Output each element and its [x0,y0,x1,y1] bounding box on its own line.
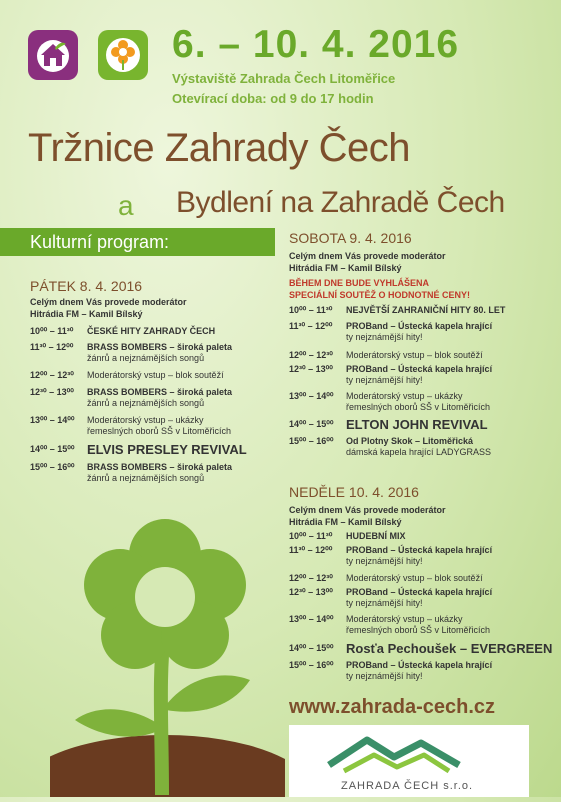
time: 12³⁰ – 13⁰⁰ [289,364,333,374]
event-dates: 6. – 10. 4. 2016 [172,23,460,66]
time: 14⁰⁰ – 15⁰⁰ [289,643,334,653]
act: PROBand – Ústecká kapela hrající [346,587,493,597]
opening-hours: Otevírací doba: od 9 do 17 hodin [172,91,374,106]
act: Moderátorský vstup – blok soutěží [87,370,224,380]
act: Moderátorský vstup – ukázky [346,614,463,624]
act: BRASS BOMBERS – široká paleta [87,462,233,472]
friday-heading: PÁTEK 8. 4. 2016 [30,278,143,294]
list-item [289,614,490,636]
sunday-intro1: Celým dnem Vás provede moderátor [289,505,446,515]
saturday-heading: SOBOTA 9. 4. 2016 [289,230,412,246]
list-item [289,305,505,316]
act: NEJVĚTŠÍ ZAHRANIČNÍ HITY 80. LET [346,305,506,315]
act: ELVIS PRESLEY REVIVAL [87,442,247,457]
list-item [30,326,215,337]
list-item [289,350,483,361]
time: 10⁰⁰ – 11³⁰ [289,305,333,315]
act: PROBand – Ústecká kapela hrající [346,545,493,555]
act: Od Plotny Skok – Litoměřická [346,436,474,446]
list-item [289,660,492,682]
act-detail: řemeslných oborů SŠ v Litoměřicích [346,402,491,412]
saturday-intro2: Hitrádia FM – Kamil Bílský [289,263,402,273]
list-item [30,415,231,437]
act: Moderátorský vstup – ukázky [87,415,204,425]
list-item [289,573,483,584]
time: 14⁰⁰ – 15⁰⁰ [289,419,334,429]
list-item [289,419,488,430]
act-detail: ty nejznámější hity! [346,332,423,342]
act: Moderátorský vstup – blok soutěží [346,573,483,583]
act: Rosťa Pechoušek – EVERGREEN [346,641,553,656]
brand-name: ZAHRADA ČECH s.r.o. [341,780,474,792]
time: 15⁰⁰ – 16⁰⁰ [289,436,334,446]
time: 11³⁰ – 12⁰⁰ [30,342,74,352]
act: ČESKÉ HITY ZAHRADY ČECH [87,326,216,336]
act: Moderátorský vstup – blok soutěží [346,350,483,360]
title-conjunction: a [118,190,134,221]
list-item [30,462,232,484]
act: PROBand – Ústecká kapela hrající [346,660,493,670]
flower-logo [98,30,148,80]
act-detail: řemeslných oborů SŠ v Litoměřicích [87,426,232,436]
list-item [289,364,492,386]
act: HUDEBNÍ MIX [346,531,406,541]
list-item [289,545,492,567]
list-item [289,436,491,458]
list-item [289,391,490,413]
time: 10⁰⁰ – 11³⁰ [289,531,333,541]
time: 12⁰⁰ – 12³⁰ [289,350,333,360]
list-item [30,387,232,409]
act-detail: žánrů a nejznámějších songů [87,398,205,408]
act: BRASS BOMBERS – široká paleta [87,342,233,352]
saturday-notice1: BĚHEM DNE BUDE VYHLÁŠENA [289,278,430,288]
time: 12³⁰ – 13⁰⁰ [289,587,333,597]
act-detail: ty nejznámější hity! [346,375,423,385]
friday-intro1: Celým dnem Vás provede moderátor [30,297,187,307]
list-item [289,643,552,654]
sunday-intro2: Hitrádia FM – Kamil Bílský [289,517,402,527]
act-detail: dámská kapela hrající LADYGRASS [346,447,492,457]
list-item [30,444,247,455]
program-label: Kulturní program: [30,232,170,252]
time: 12³⁰ – 13⁰⁰ [30,387,74,397]
flower-icon [98,30,148,80]
act: PROBand – Ústecká kapela hrající [346,321,493,331]
act-detail: ty nejznámější hity! [346,556,423,566]
act-detail: ty nejznámější hity! [346,671,423,681]
time: 15⁰⁰ – 16⁰⁰ [289,660,334,670]
time: 12⁰⁰ – 12³⁰ [289,573,333,583]
time: 14⁰⁰ – 15⁰⁰ [30,444,75,454]
list-item [289,587,492,609]
list-item [289,321,492,343]
act: ELTON JOHN REVIVAL [346,417,488,432]
time: 12⁰⁰ – 12³⁰ [30,370,74,380]
time: 13⁰⁰ – 14⁰⁰ [30,415,75,425]
friday-intro2: Hitrádia FM – Kamil Bílský [30,309,143,319]
venue: Výstaviště Zahrada Čech Litoměřice [172,71,396,86]
time: 13⁰⁰ – 14⁰⁰ [289,614,334,624]
flower-illustration [50,505,285,797]
list-item [289,531,406,542]
title-line2: Bydlení na Zahradě Čech [176,186,505,219]
saturday-notice2: SPECIÁLNÍ SOUTĚŽ O HODNOTNÉ CENY! [289,290,471,300]
act-detail: žánrů a nejznámějších songů [87,353,205,363]
act: BRASS BOMBERS – široká paleta [87,387,233,397]
act: Moderátorský vstup – ukázky [346,391,463,401]
time: 11³⁰ – 12⁰⁰ [289,321,333,331]
house-logo [28,30,78,80]
time: 11³⁰ – 12⁰⁰ [289,545,333,555]
time: 10⁰⁰ – 11³⁰ [30,326,74,336]
act: PROBand – Ústecká kapela hrající [346,364,493,374]
act-detail: ty nejznámější hity! [346,598,423,608]
saturday-intro1: Celým dnem Vás provede moderátor [289,251,446,261]
act-detail: řemeslných oborů SŠ v Litoměřicích [346,625,491,635]
website-link[interactable]: www.zahrada-cech.cz [289,696,495,718]
list-item [30,370,224,381]
title-line1: Tržnice Zahrady Čech [28,126,410,170]
sunday-heading: NEDĚLE 10. 4. 2016 [289,484,419,500]
list-item [30,342,232,364]
time: 13⁰⁰ – 14⁰⁰ [289,391,334,401]
house-icon [28,30,78,80]
act-detail: žánrů a nejznámějších songů [87,473,205,483]
time: 15⁰⁰ – 16⁰⁰ [30,462,75,472]
